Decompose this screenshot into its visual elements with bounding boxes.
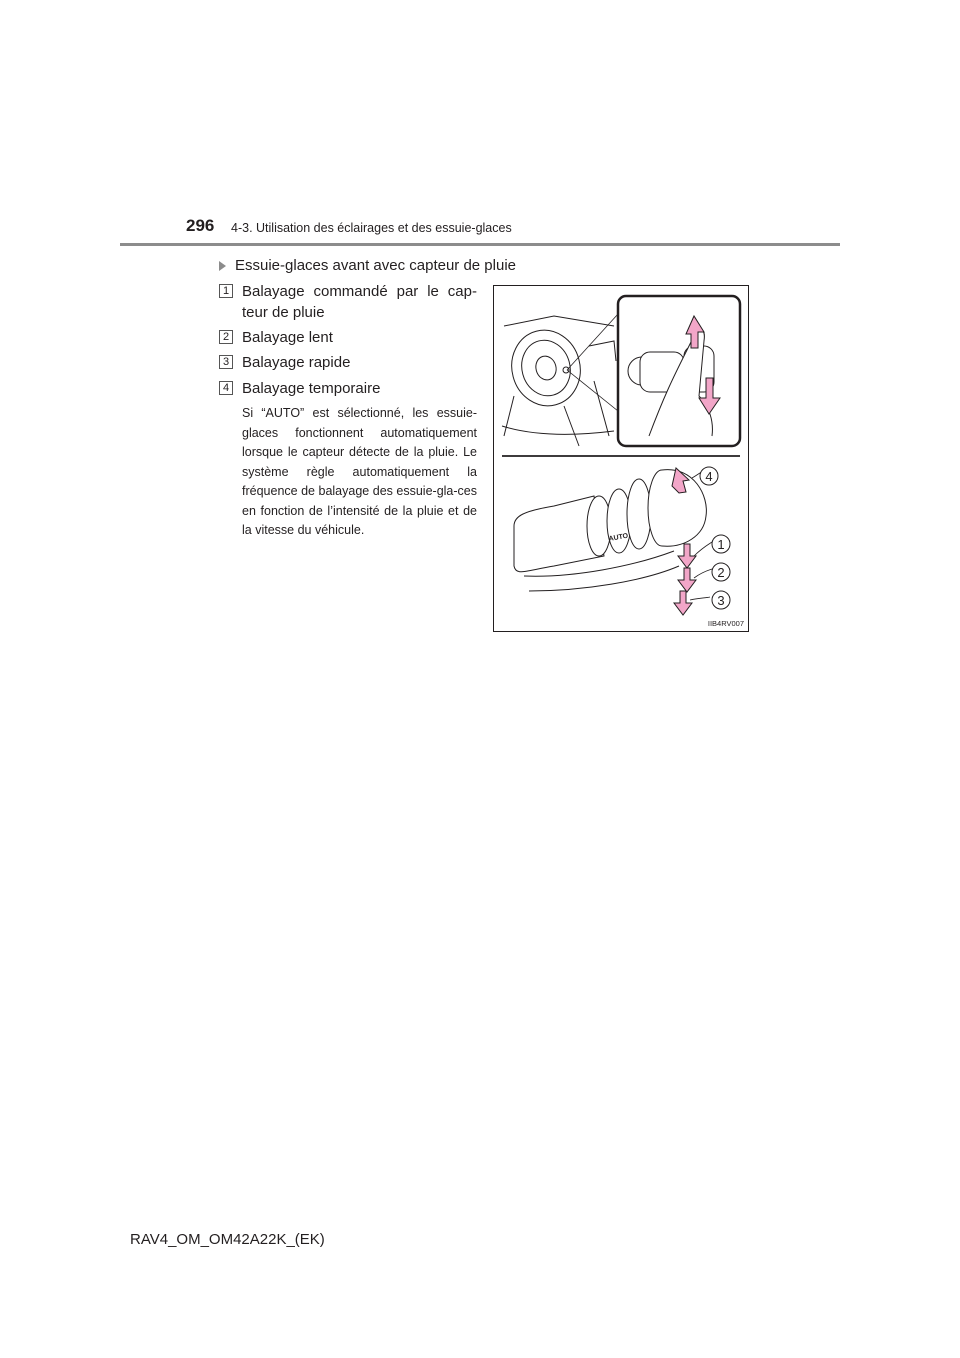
- section-title: 4-3. Utilisation des éclairages et des essuie-glaces: [231, 221, 512, 235]
- callout-4: 4: [705, 469, 713, 484]
- document-code: RAV4_OM_OM42A22K_(EK): [130, 1231, 325, 1248]
- triangle-bullet-icon: [219, 261, 226, 271]
- list-item: [219, 281, 477, 323]
- callout-2: 2: [717, 565, 725, 580]
- item-number-badge: 3: [219, 355, 233, 369]
- note-paragraph: Si “AUTO” est sélectionné, les essuie-glaces fonctionnent automatiquement lorsque le capteur détecte de la pluie. Le système règle automatiquement la fréquence de balayage des essuie-gla-ces en fonction de l’intensité de la pluie et de la vitesse du véhicule.: [242, 406, 477, 537]
- item-label: Balayage lent: [242, 329, 333, 346]
- item-label: Balayage temporaire: [242, 380, 381, 397]
- wiper-lever-figure: [493, 285, 749, 632]
- page-number: 296: [186, 216, 215, 235]
- item-number-badge: 4: [219, 381, 233, 395]
- callout-3: 3: [717, 593, 725, 608]
- figure-code: IIB4RV007: [707, 619, 744, 628]
- callout-1: 1: [717, 537, 725, 552]
- subsection-heading-text: Essuie-glaces avant avec capteur de pluie: [235, 257, 517, 274]
- list-item: [219, 378, 477, 399]
- subsection-heading: [219, 257, 516, 274]
- list-item: [219, 327, 477, 348]
- lever-auto-label: AUTO: [608, 532, 629, 543]
- list-item: [219, 352, 477, 373]
- item-label: Balayage commandé par le cap-teur de pluie: [242, 283, 477, 321]
- item-number-badge: 1: [219, 284, 233, 298]
- item-label: Balayage rapide: [242, 354, 351, 371]
- wiper-lever-illustration: [494, 286, 748, 631]
- header-divider: [120, 243, 840, 246]
- item-number-badge: 2: [219, 330, 233, 344]
